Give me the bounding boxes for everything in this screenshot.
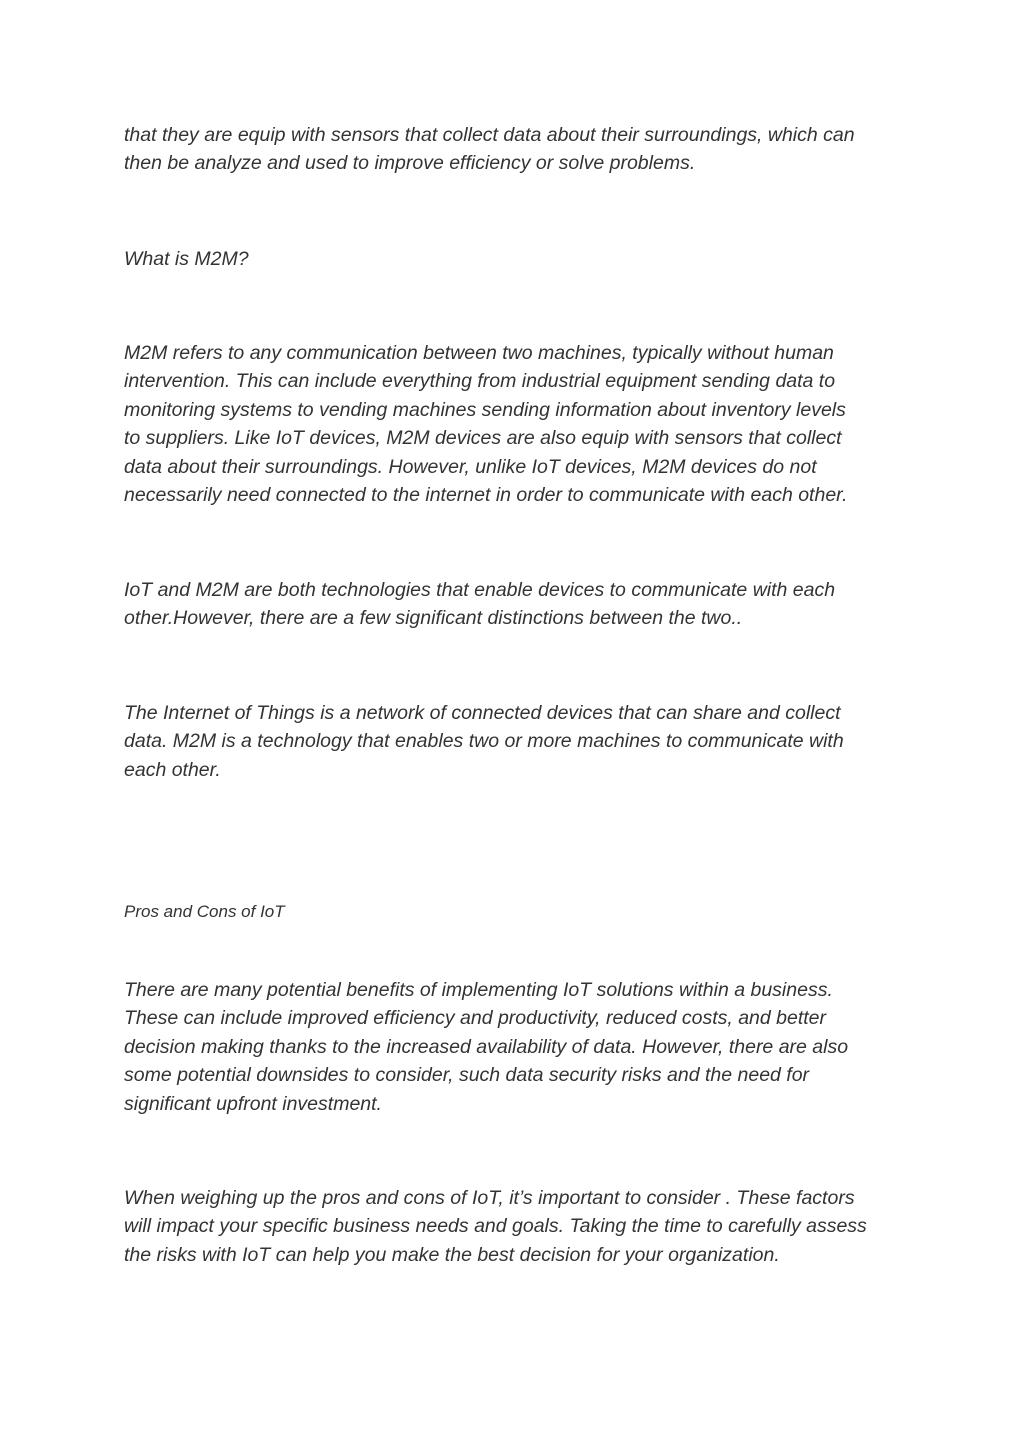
paragraph-m2m-definition: M2M refers to any communication between two machines, typically without human intervention. This can include everything from industrial equipment sending data to monitoring systems to vending machines sending information about inventory levels to suppliers. Like IoT devices, M2M devices are also equip with sensors that collect data about their surroundings. However, unlike IoT devices, M2M devices do not necessarily need connected to the internet in order to communicate with each other. xyxy=(124,342,848,507)
paragraph-iot-vs-m2m: IoT and M2M are both technologies that enable devices to communicate with each other.However, there are a few significant distinctions between the two.. xyxy=(124,579,836,630)
paragraph-sensors: that they are equip with sensors that collect data about their surroundings, which can then be analyze and used to improve efficiency or solve problems. xyxy=(124,124,855,175)
heading-what-is-m2m: What is M2M? xyxy=(124,248,249,270)
heading-pros-and-cons: Pros and Cons of IoT xyxy=(124,902,285,921)
paragraph-weighing: When weighing up the pros and cons of IoT, it’s important to consider . These factors will impact your specific business needs and goals. Taking the time to carefully assess the risks with IoT can help you make the best decision for your organization. xyxy=(124,1187,867,1266)
paragraph-benefits: There are many potential benefits of implementing IoT solutions within a business. These can include improved efficiency and productivity, reduced costs, and better decision making thanks to the increased availability of data. However, there are also some potential downsides to consider, such data security risks and the need for significant upfront investment. xyxy=(124,979,849,1115)
paragraph-iot-definition: The Internet of Things is a network of connected devices that can share and collect data. M2M is a technology that enables two or more machines to communicate with each other. xyxy=(124,702,844,781)
